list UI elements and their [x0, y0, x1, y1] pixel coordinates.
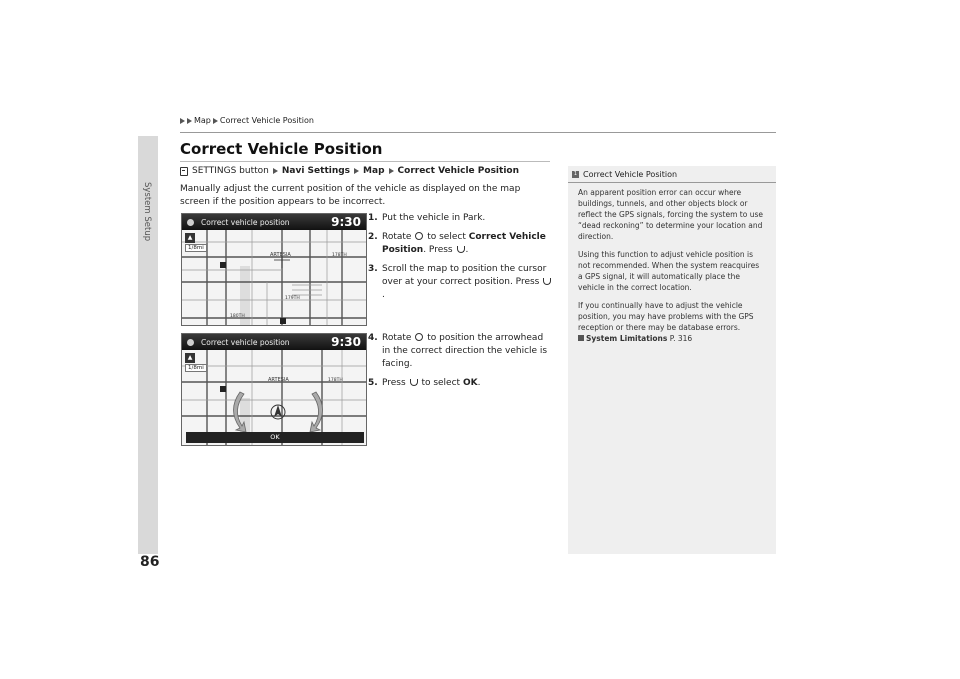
path-arrow-icon [354, 168, 359, 174]
side-tab-label-wrap [140, 182, 154, 282]
screen-clock: 9:30 [331, 215, 361, 229]
settings-gear-icon [187, 219, 194, 226]
ok-button[interactable] [186, 432, 364, 443]
step-1 [368, 212, 553, 225]
step-text-part: to position the arrowhead in the correct direction the vehicle is facing. [382, 333, 548, 369]
step-5 [368, 377, 553, 390]
step-text-part: to select [427, 232, 466, 242]
side-note-paragraph: An apparent position error can occur where buildings, tunnels, and other objects block or reflect the GPS signals, forcing the system to use “dead reckoning” to determine your location and direction. [578, 188, 763, 241]
step-text [382, 377, 553, 390]
title-divider [180, 161, 550, 162]
breadcrumb-arrow-icon [187, 118, 192, 124]
step-number: 3. [368, 264, 378, 274]
step-text [382, 332, 553, 371]
path-prefix: SETTINGS button [192, 166, 269, 176]
screen-title: Correct vehicle position [201, 217, 290, 227]
step-number: 5. [368, 378, 378, 388]
header-divider [180, 132, 776, 133]
note-icon: 1 [573, 171, 578, 177]
step-text-bold: Correct Vehicle Position [382, 232, 546, 255]
path-arrow-icon [389, 168, 394, 174]
interface-dial-rotate-icon [415, 333, 423, 341]
map-street-label: 179TH [285, 296, 300, 301]
breadcrumb [180, 116, 314, 125]
breadcrumb-item-current: Correct Vehicle Position [219, 116, 314, 125]
interface-dial-press-icon [543, 278, 551, 285]
step-text-part: Rotate [382, 232, 412, 242]
interface-dial-press-icon [457, 246, 465, 253]
map-scale: 1/8mi [185, 364, 207, 372]
step-text-part: . [465, 245, 469, 255]
map-scale: 1/8mi [185, 244, 207, 252]
screen-title-bar [182, 214, 366, 230]
step-text [382, 231, 553, 257]
step-text-part: . Press [423, 245, 453, 255]
step-3 [368, 263, 553, 302]
step-4 [368, 332, 553, 371]
side-note-body [568, 183, 776, 344]
side-note [568, 166, 776, 554]
map-view [182, 230, 367, 326]
path-item-map: Map [363, 166, 385, 176]
map-street-label: 180TH [230, 314, 245, 319]
screen-correct-vehicle-position-2 [181, 333, 367, 446]
step-text: Put the vehicle in Park. [382, 213, 486, 223]
step-text-part: . [477, 378, 481, 388]
cross-reference-label[interactable]: System Limitations [586, 334, 668, 343]
cross-reference-page: P. 316 [669, 334, 693, 343]
step-text-bold: OK [462, 378, 478, 388]
path-item-correct-vehicle-position: Correct Vehicle Position [397, 166, 519, 176]
side-note-heading [568, 166, 776, 183]
step-text-part: to select [421, 378, 461, 388]
map-street-label: 178TH [332, 253, 347, 258]
interface-dial-rotate-icon [415, 232, 423, 240]
page-number: 86 [140, 554, 160, 570]
home-button-icon [180, 167, 188, 176]
page-title: Correct Vehicle Position [180, 140, 383, 158]
map-street-label: 178TH [328, 378, 343, 383]
path-arrow-icon [273, 168, 278, 174]
screen-title-bar [182, 334, 366, 350]
path-item-navi-settings: Navi Settings [281, 166, 351, 176]
screen-clock: 9:30 [331, 335, 361, 349]
north-arrow-icon: ▲ [185, 353, 195, 363]
breadcrumb-arrow-icon [180, 118, 185, 124]
steps-group-2 [368, 332, 553, 390]
steps-group-1 [368, 212, 553, 302]
interface-dial-press-icon [410, 379, 418, 386]
intro-text: Manually adjust the current position of the vehicle as displayed on the map screen if the position appears to be incorrect. [180, 184, 521, 207]
settings-gear-icon [187, 339, 194, 346]
breadcrumb-arrow-icon [213, 118, 218, 124]
side-note-title: Correct Vehicle Position [583, 170, 678, 179]
step-number: 2. [368, 232, 378, 242]
north-arrow-icon: ▲ [185, 233, 195, 243]
breadcrumb-item-map[interactable]: Map [194, 116, 211, 125]
ok-button-label: OK [270, 433, 280, 441]
settings-path [180, 166, 519, 176]
step-text-part: Rotate [382, 333, 412, 343]
step-text-part: Press [382, 378, 406, 388]
step-text-part: . [382, 290, 385, 300]
screen-correct-vehicle-position-1 [181, 213, 367, 326]
step-number: 4. [368, 333, 378, 343]
map-street-label: ARTESIA [270, 252, 291, 258]
step-text [382, 263, 553, 302]
screen-title: Correct vehicle position [201, 337, 290, 347]
side-note-paragraph: If you continually have to adjust the vehicle position, you may have problems with the GPS reception or there may be database errors. [578, 301, 754, 332]
side-tab-label: System Setup [142, 182, 152, 242]
map-street-label: ARTESIA [268, 377, 289, 383]
step-2 [368, 231, 553, 257]
step-number: 1. [368, 213, 378, 223]
side-note-paragraph: Using this function to adjust vehicle position is not recommended. When the system reacquires a GPS signal, it will automatically place the vehicle in the correct location. [578, 250, 760, 292]
cross-reference-arrow-icon [578, 335, 584, 341]
cross-reference[interactable] [578, 333, 766, 344]
step-text-part: Scroll the map to position the cursor over at your correct position. Press [382, 264, 547, 287]
